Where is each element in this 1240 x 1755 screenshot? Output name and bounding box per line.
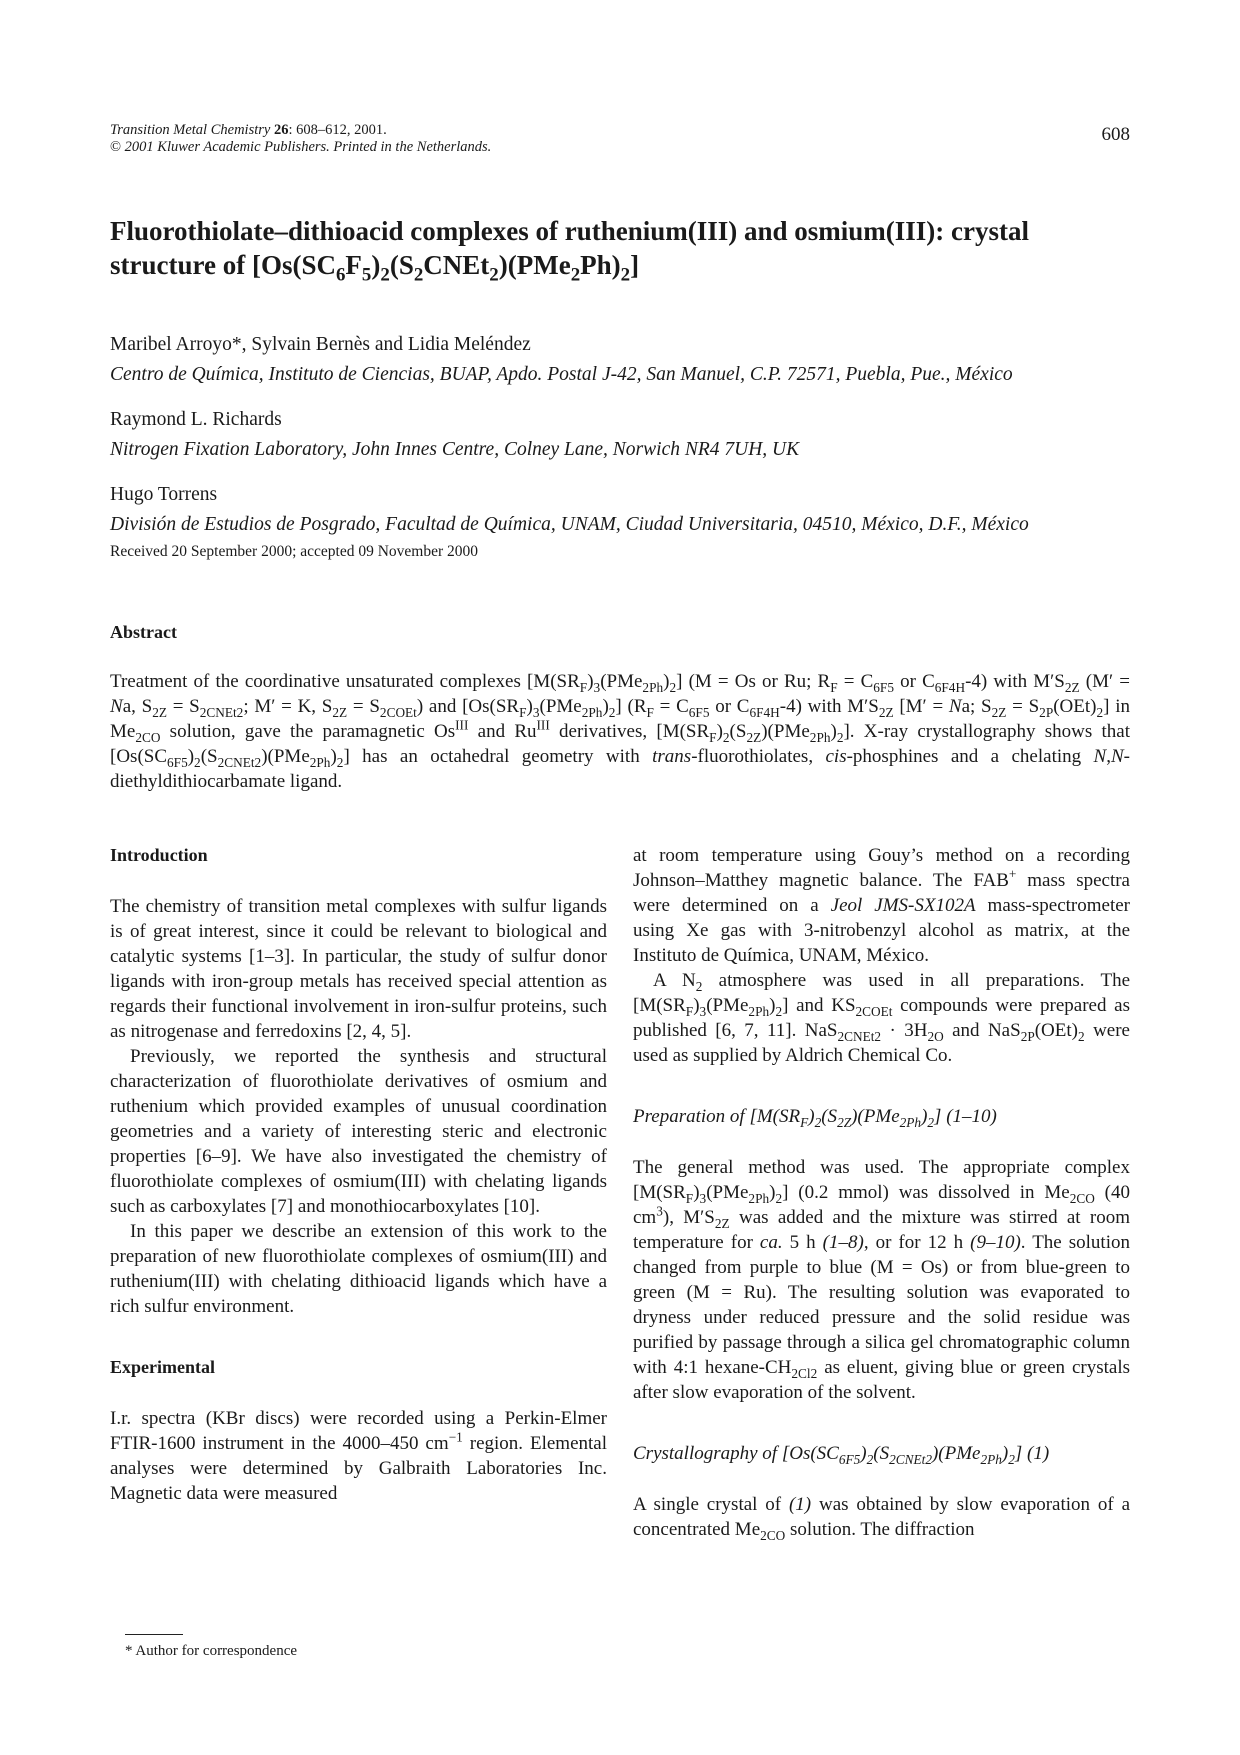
italic-term: N: [110, 696, 123, 717]
title-subscript: 2: [489, 264, 499, 286]
italic-term: (1): [788, 1494, 812, 1515]
paragraph-text: mass-spectrometer using Xe gas with 3-nitrobenzyl alcohol as matrix, at the Instituto de Química, UNAM, México.: [633, 895, 1131, 966]
subscript: 2: [669, 679, 677, 695]
subscript: 3: [699, 1190, 707, 1206]
author-block: [110, 330, 1140, 390]
paragraph: Previously, we reported the synthesis and structural characterization of fluorothiolate derivatives of osmium and ruthenium which provided examples of unusual coordination geometries and a variety of interesting steric and electronic properties [6–9]. We have also investigated the chemistry of fluorothiolate complexes of osmium(III) with chelating ligands such as carboxylates [7] and monothiocarboxylates [10].: [110, 1046, 607, 1217]
title-subscript: 2: [380, 264, 390, 286]
subscript: 2: [775, 1190, 783, 1206]
subscript: 2O: [927, 1028, 944, 1044]
title-text: Ph): [580, 250, 621, 280]
footnote: * Author for correspondence: [125, 1643, 298, 1659]
paragraph-text: at room temperature using Gouy’s method on a recording Johnson–Matthey magnetic balance. The FAB: [633, 845, 1130, 891]
subscript: 6F: [934, 679, 949, 695]
subscript: 5: [853, 1451, 861, 1467]
subscript: 2Z: [991, 704, 1007, 720]
subscript: 2: [810, 1365, 818, 1381]
journal-line: [110, 122, 491, 139]
subscript: 2: [1078, 1028, 1085, 1044]
title-subscript: 2: [570, 264, 581, 286]
italic-term: trans: [652, 746, 692, 767]
subscript: 2CNEt: [837, 1028, 875, 1044]
subscript: 2Ph: [809, 729, 831, 745]
subscript: 2P: [1039, 704, 1054, 720]
instrument-name: Jeol JMS-SX102A: [830, 895, 976, 916]
title-text: )(PMe: [498, 250, 571, 280]
author-names: Maribel Arroyo*, Sylvain Bernès and Lidia Meléndez: [110, 334, 531, 355]
italic-term: (1–8): [822, 1232, 864, 1253]
italic-term: N: [948, 696, 962, 717]
subscript: 2CNEt: [217, 754, 255, 770]
right-column: [633, 843, 1130, 1542]
subscript: 2: [608, 704, 616, 720]
subscript: 5: [702, 704, 710, 720]
subscript: 2: [194, 754, 201, 770]
abstract-heading: Abstract: [110, 622, 177, 642]
superscript: 3: [656, 1203, 663, 1219]
abstract-text: Treatment of the coordinative unsaturated complexes $[M(SR_F)_3(PMe_{2Ph})_2] (M = Os$ or Ru; $R_F = C_{6F5}$ or $C_{6F4H}-4$) with $M'S_{2Z}$ (M′ = Na, $S_{2Z} = S_{2CNEt2}$; M′ = K, $S_{2Z} = S_{2COEt}$) and $[Os(SR_F)_3(PMe_{2Ph})_2] (R_F = C_{6F5}$ or $C_{6F4H}-4$) with $M'S_{2Z}$ [M′ = Na; $S_{2Z} = S_{2P}(OEt)_2$] in $Me_{2CO}$ solution, gave the paramagnetic $Os^{III}$ and $Ru^{III}$ derivatives, $[M(SR_F)_2(S_{2Z})(PMe_{2Ph})_2]$. X-ray crystallography shows that $[Os(SC_{6F5})_2(S_{2CNEt2})(PMe_{2Ph})_2]$ has an octahedral geometry with trans-fluorothiolates, cis-phosphines and a chelating N,N-diethyldithiocarbamate ligand.: [110, 671, 1131, 792]
subscript: 2: [236, 704, 244, 720]
subscript: F: [709, 729, 717, 745]
subscript: 2: [927, 1114, 935, 1130]
subscript: 2P: [1020, 1028, 1035, 1044]
subscript: 2: [1008, 1451, 1015, 1467]
subscript: 3: [532, 704, 540, 720]
subscript: 2: [775, 1003, 783, 1019]
subscript: F: [685, 1003, 694, 1019]
subscript: F: [800, 1114, 809, 1130]
subscript: 2CNEt: [889, 1451, 926, 1467]
subscript: F: [685, 1190, 694, 1206]
author-block: [110, 405, 1140, 465]
subscript: 2: [925, 1451, 932, 1467]
subscript: 6F: [749, 704, 764, 720]
title-text: ]: [630, 250, 640, 280]
subscript: 2: [695, 978, 703, 994]
subscript: F: [646, 704, 654, 720]
subscript: 2: [336, 754, 344, 770]
subscript: 2Ph: [899, 1114, 922, 1130]
subscript: 2CNEt: [199, 704, 237, 720]
title-subscript: 2: [620, 264, 631, 286]
footnote-rule: [125, 1634, 183, 1635]
preparation-heading: Preparation of $[M(SR_F)_2(S_{2Z})(PMe_{2Ph})_2]$ (1–10): [633, 1106, 997, 1130]
subscript: 4H: [763, 704, 780, 720]
subscript: 2CO: [760, 1527, 786, 1543]
title-text: (S: [389, 250, 414, 280]
paragraph-text: mass spectra were determined on a: [633, 870, 1130, 916]
subscript: 5: [181, 754, 188, 770]
title-text: ): [371, 250, 381, 280]
superscript: III: [536, 717, 550, 733]
subscript: 6F: [838, 1451, 854, 1467]
author-names: Hugo Torrens: [110, 484, 218, 505]
author-affiliation: Nitrogen Fixation Laboratory, John Innes Centre, Colney Lane, Norwich NR4 7UH, UK: [110, 439, 800, 460]
subscript: 2Ph: [309, 754, 331, 770]
subscript: 2Z: [714, 1215, 730, 1231]
title-subscript: 6: [335, 264, 346, 286]
subscript: 2Z: [332, 704, 348, 720]
italic-term: ca.: [759, 1232, 783, 1253]
subscript: 2Ph: [980, 1451, 1002, 1467]
subscript: 4H: [948, 679, 966, 695]
journal-name: Transition Metal Chemistry: [110, 122, 271, 138]
author-list: [110, 330, 1140, 555]
author-affiliation: División de Estudios de Posgrado, Facultad de Química, UNAM, Ciudad Universitaria, 04510, México, D.F., México: [110, 514, 1029, 535]
subscript: 2Z: [1064, 679, 1080, 695]
subscript: 2Cl: [791, 1365, 811, 1381]
copyright-line: [110, 139, 491, 156]
subscript: 2Z: [837, 1114, 852, 1130]
title-text: Fluorothiolate–dithioacid complexes of ruthenium(III) and osmium(III): crystal structure of [Os(SC: [110, 216, 1030, 280]
subscript: 5: [887, 679, 894, 695]
subscript: 2Z: [746, 729, 762, 745]
subscript: 2: [722, 729, 730, 745]
paragraph-text: region. Elemental analyses were determined by Galbraith Laboratories Inc. Magnetic data were measured: [110, 1433, 607, 1504]
subscript: 2: [254, 754, 262, 770]
paragraph: The general method was used. The appropriate complex $[M(SR_F)_3(PMe_{2Ph})_2]$ (0.2 mmol) was dissolved in $Me_{2CO}$ (40 $cm^3$), $M'S_{2Z}$ was added and the mixture was stirred at room temperature for ca. 5 h (1–8), or for 12 h (9–10). The solution changed from purple to blue (M = Os) or from blue-green to green (M = Ru). The resulting solution was evaporated to dryness under reduced pressure and the solid residue was purified by passage through a silica gel chromatographic column with 4:1 hexane-$CH_{2Cl2}$ as eluent, giving blue or green crystals after slow evaporation of the solvent.: [633, 1157, 1131, 1403]
paragraph: The chemistry of transition metal complexes with sulfur ligands is of great interest, since it could be relevant to biological and catalytic systems [1–3]. In particular, the study of sulfur donor ligands with iron-group metals has received special attention as regards their functional involvement in iron-sulfur proteins, such as nitrogenase and ferredoxins [2, 4, 5].: [110, 896, 607, 1042]
title-subscript: 5: [361, 264, 372, 286]
superscript: +: [1008, 866, 1017, 882]
subscript: 2: [1096, 704, 1104, 720]
subscript: 2Ph: [748, 1190, 770, 1206]
article-title: [110, 214, 1120, 286]
subscript: 2: [866, 1451, 874, 1467]
title-subscript: 2: [413, 264, 424, 286]
subscript: 2CO: [1069, 1190, 1095, 1206]
subscript: 2COEt: [855, 1003, 893, 1019]
subscript: 2Ph: [748, 1003, 770, 1019]
subscript: F: [579, 679, 588, 695]
title-text: F: [345, 250, 362, 280]
paragraph: A $N_2$ atmosphere was used in all preparations. The $[M(SR_F)_3(PMe_{2Ph})_2]$ and $KS_{2COEt}$ compounds were prepared as published [6, 7, 11]. $NaS_{2CNEt2} \cdot 3H_{2O}$ and $NaS_{2P}(OEt)_2$ were used as supplied by Aldrich Chemical Co.: [633, 970, 1130, 1066]
subscript: 2Z: [152, 704, 167, 720]
experimental-heading: Experimental: [110, 1357, 215, 1377]
crystallography-heading: Crystallography of $[Os(SC_{6F5})_2(S_{2CNEt2})(PMe_{2Ph})_2]$ (1): [633, 1443, 1050, 1467]
superscript: −1: [448, 1429, 463, 1445]
copyright-text: 2001 Kluwer Academic Publishers. Printed in the Netherlands.: [124, 139, 492, 155]
received-dates: Received 20 September 2000; accepted 09 November 2000: [110, 543, 479, 560]
subscript: 6F: [873, 679, 888, 695]
superscript: III: [455, 717, 469, 733]
subscript: 2: [874, 1028, 882, 1044]
subscript: F: [519, 704, 527, 720]
italic-term: N: [1093, 746, 1107, 767]
journal-pages: : 608–612, 2001.: [288, 122, 387, 138]
subscript: F: [830, 679, 838, 695]
title-text: CNEt: [423, 250, 490, 280]
paragraph-text: I.r. spectra (KBr discs) were recorded using a Perkin-Elmer FTIR-1600 instrument in the 4000–450 cm: [110, 1408, 607, 1454]
italic-term: N: [1110, 746, 1124, 767]
paragraph: In this paper we describe an extension of this work to the preparation of new fluorothiolate complexes of osmium(III) and ruthenium(III) with chelating dithioacid ligands which have a rich sulfur environment.: [110, 1221, 607, 1317]
paragraph: [110, 1406, 607, 1506]
subscript: 6F: [688, 704, 703, 720]
italic-term: (9–10): [970, 1232, 1021, 1253]
subscript: 2Z: [878, 704, 894, 720]
journal-volume: 26: [273, 122, 289, 138]
subscript: 2Ph: [581, 704, 603, 720]
left-column: [110, 843, 607, 1506]
subscript: 6F: [167, 754, 182, 770]
subscript: 2: [814, 1114, 822, 1130]
subscript: 2: [836, 729, 844, 745]
subscript: 3: [593, 679, 601, 695]
journal-citation: [110, 122, 491, 156]
introduction-heading: Introduction: [110, 845, 208, 865]
subscript: 2COEt: [379, 704, 417, 720]
author-affiliation: Centro de Química, Instituto de Ciencias, BUAP, Apdo. Postal J-42, San Manuel, C.P. 72571, Puebla, Pue., México: [110, 364, 1013, 385]
italic-term: cis: [825, 746, 847, 767]
paragraph: [633, 843, 1130, 968]
paragraph: A single crystal of (1) was obtained by slow evaporation of a concentrated $Me_{2CO}$ solution. The diffraction: [633, 1494, 1130, 1543]
author-block: [110, 480, 1140, 540]
subscript: 2CO: [135, 729, 161, 745]
page-number: 608: [1101, 124, 1130, 145]
subscript: 3: [699, 1003, 707, 1019]
author-names: Raymond L. Richards: [110, 409, 282, 430]
copyright-symbol: ©: [110, 139, 122, 155]
subscript: 2Ph: [642, 679, 664, 695]
